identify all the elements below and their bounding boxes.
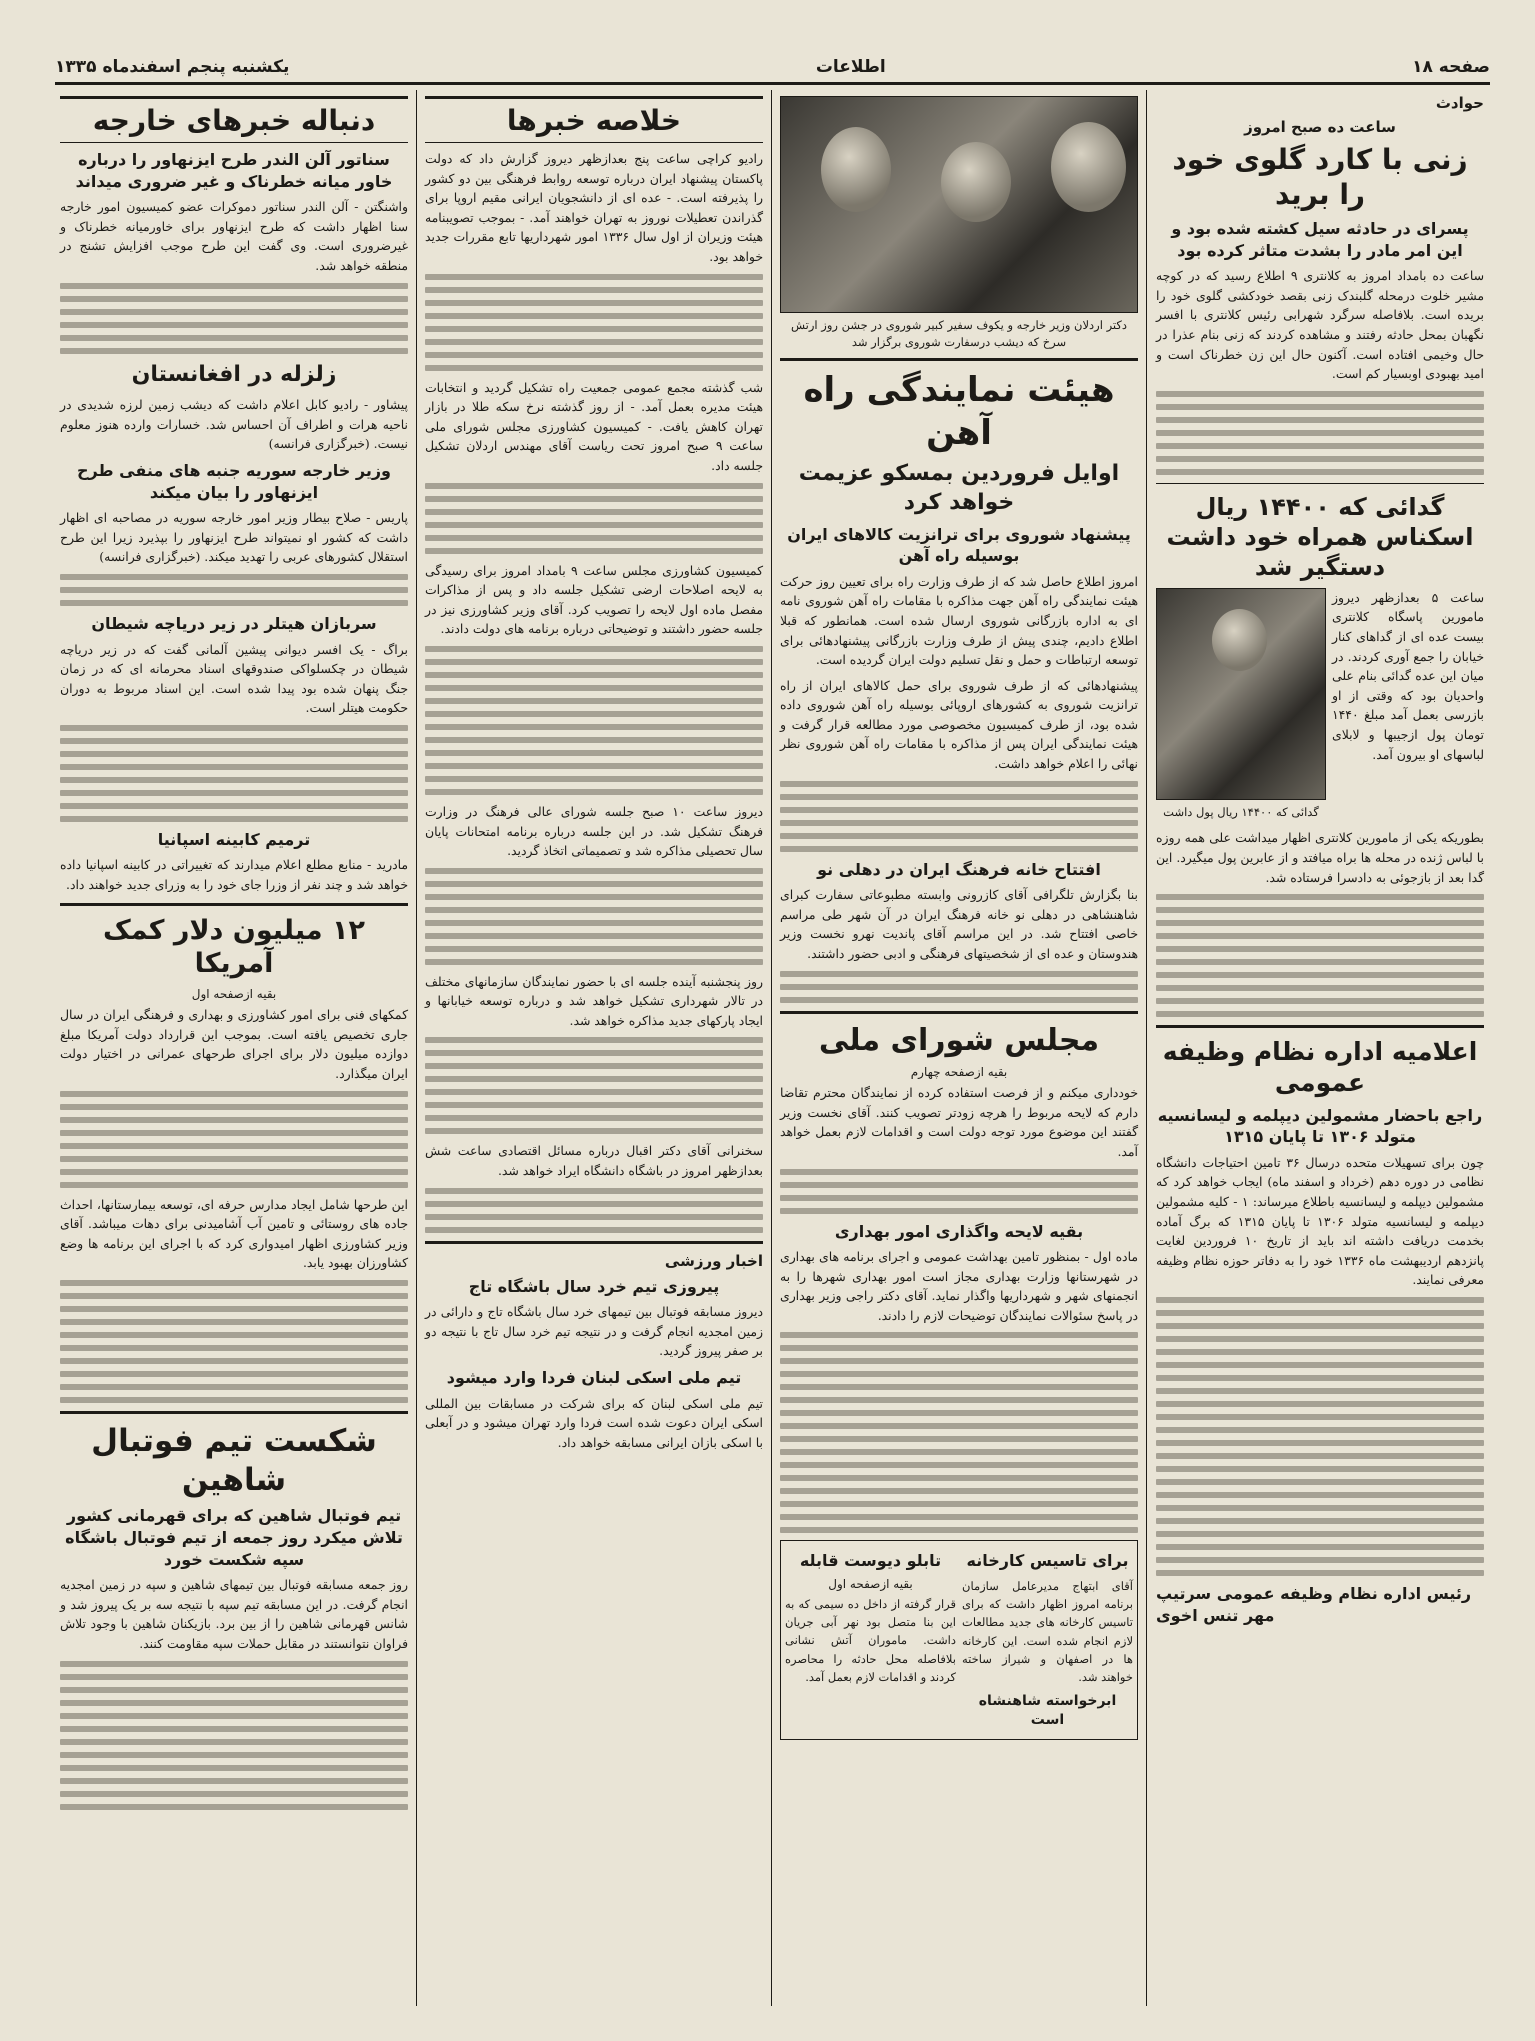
article-shahin-body: روز جمعه مسابقه فوتبال بین تیمهای شاهین و سپه در زمین امجدیه انجام گرفت. در این مسابقه تیم سپه با نتیجه سه بر یک پیروز شد و شانس قهرمانی شاهین را از بین برد. بازیکنان شاهین با وجود تلاش فراوان نتوانستند در مقابل حملات سپه مقاومت کنند. (60, 1577, 408, 1651)
article-hitler-lake-body: براگ - یک افسر دیوانی پیشین آلمانی گفت که در زیر دریاچه شیطان در چکسلواکی صندوقهای اسناد محرمانه ای که در زمان جنگ پنهان شده بود پیدا شده است. این اسناد مربوط به دوران حکومت هیتلر است. (60, 641, 408, 716)
beggar-photo (1156, 588, 1326, 800)
subhead-syria: وزیر خارجه سوریه جنبه های منفی طرح ایزنهاور را بیان میکند (77, 460, 391, 502)
article-culture-house-body: بنا بگزارش تلگرافی آقای کازرونی وابسته مطبوعاتی سفارت کبرای شاهنشاهی در دهلی نو خانه فرهنگ ایران در آن شهر طی مراسم خاصی افتتاح شد. در این مراسم آقای پاندیت نهرو نخست وزیر هندوستان و عده ای از شخصیتهای فرهنگی و ادبی حضور داشتند. (780, 887, 1138, 962)
ministers-photo-caption: دکتر اردلان وزیر خارجه و یکوف سفیر کبیر شوروی در جشن روز ارتش سرخ که دیشب درسفارت شوروی برگزار شد (791, 318, 1127, 349)
article-tableau-body: قرار گرفته از داخل ده سیمی که به این بنا متصل بود نهر آبی جریان داشت. ماموران آتش نشانی بلافاصله محل حادثه را محاصره کردند و اقدامات لازم بعمل آمد. (785, 1597, 956, 1684)
headline-notice: اعلامیه اداره نظام وظیفه عمومی (1162, 1037, 1478, 1098)
deck-notice: راجع باحضار مشمولین دیپلمه و لیسانسیه متولد ۱۳۰۶ تا پایان ۱۳۱۵ (1157, 1105, 1483, 1147)
subhead-hitler-lake: سربازان هیتلر در زیر دریاچه شیطان (91, 613, 377, 633)
headline-knife: زنی با کارد گلوی خود را برید (1172, 143, 1468, 211)
headline-news-summary: خلاصه خبرها (425, 96, 763, 143)
summary-body-1: رادیو کراچی ساعت پنج بعدازظهر دیروز گزارش داد که دولت پاکستان پیشنهاد ایران درباره توسعه روابط فرهنگی بین دو کشور را پذیرفته است. - عده ای از دانشجویان ایرانی مقیم اروپا برای گذراندن تعطیلات نوروز به تهران خواهند آمد. - بموجب تصویبنامه هیئت وزیران از اول سال ۱۳۳۶ امور شهرداریها تابع مقررات جدید خواهد بود. (425, 151, 763, 264)
article-taj-body: دیروز مسابقه فوتبال بین تیمهای خرد سال باشگاه تاج و دارائی در زمین امجدیه انجام گرفت و در نتیجه تیم خرد سال تاج با نتیجه دو بر صفر پیروز گردید. (425, 1304, 763, 1359)
issue-date: یکشنبه پنجم اسفندماه ۱۳۳۵ (55, 57, 290, 77)
summary-body-6: سخنرانی آقای دکتر اقبال درباره مسائل اقتصادی ساعت شش بعدازظهر امروز در باشگاه دانشگاه ایراد خواهد شد. (425, 1143, 763, 1179)
notice-signature: رئیس اداره نظام وظیفه عمومی سرتیپ مهر تنس اخوی (1156, 1584, 1472, 1625)
headline-foreign-news: دنباله خبرهای خارجه (60, 96, 408, 143)
column-summary (419, 90, 769, 2006)
headline-afghanistan-quake: زلزله در افغانستان (131, 361, 337, 387)
section-label: حوادث (1435, 94, 1484, 112)
headline-taj: پیروزی تیم خرد سال باشگاه تاج (468, 1276, 720, 1296)
headline-us-aid: ۱۲ میلیون دلار کمک آمریکا (103, 914, 365, 980)
headline-shah: ابرخواسته شاهنشاه است (978, 1693, 1117, 1728)
summary-body-3: کمیسیون کشاورزی مجلس ساعت ۹ بامداد امروز برای رسیدگی به لایحه اصلاحات ارضی تشکیل جلسه داد و پس از مذاکرات مفصل ماده اول لایحه را تصویب کرد. آقای وزیر کشاورزی نیز در جلسه حضور داشتند و توضیحاتی درباره برنامه های دولت دادند. (425, 562, 763, 637)
column-rule (1146, 90, 1147, 2006)
continued-note: بقیه ازصفحه چهارم (910, 1065, 1008, 1080)
notice-body: چون برای تسهیلات متحده درسال ۳۶ تامین احتیاجات دانشگاه نظامی در دوره دهم (خرداد و اسفند ماه) ایجاب خواهد کرد که مشمولین دیپلمه و لیسانسیه باطلاع میرساند: ۱ - کلیه مشمولین دیپلمه و لیسانسیه متولد ۱۳۰۶ تا پایان ۱۳۱۵ که برگ آماده بخدمت دریافت داشته اند باید از تاریخ ۱۰ فروردین لغایت پانزدهم اردیبهشت ماه ۱۳۳۶ خود را به دفاتر حوزه نظام وظیفه معرفی نمایند. (1156, 1154, 1485, 1288)
beggar-photo-caption: گدائی که ۱۴۴۰۰ ریال پول داشت (1163, 804, 1319, 819)
column-rule (416, 90, 417, 2006)
headline-culture-house: افتتاح خانه فرهنگ ایران در دهلی نو (817, 859, 1101, 879)
article-beggar-body: ساعت ۵ بعدازظهر دیروز مامورین پاسگاه کلانتری بیست عده ای از گداهای کنار خیابان را جمع آوری کردند. در میان این عده گدائی بنام علی واحدیان بود که وقتی از او بازرسی بعمل آمد مبلغ ۱۴۴۰ تومان پول ازجیبها و لابلای لباسهای او بیرون آمد. (1332, 589, 1484, 762)
masthead (55, 52, 1490, 85)
headline-tableau: تابلو دیوست قابله (799, 1551, 942, 1571)
article-spain-body: مادرید - منابع مطلع اعلام میدارند که تغییراتی در کابینه اسپانیا داده خواهد شد و چند نفر از وزرا جای خود را به وزرای جدید خواهند داد. (60, 857, 408, 893)
article-syria-body: پاریس - صلاح بیطار وزیر امور خارجه سوریه در مصاحبه ای اظهار داشت که کشور او نمیتواند طرح ایزنهاور را بپذیرد زیرا این طرح استقلال کشورهای عربی را تهدید میکند. (خبرگزاری فرانسه) (60, 510, 408, 565)
article-us-aid-body: کمکهای فنی برای امور کشاورزی و بهداری و فرهنگی ایران در سال جاری تخصیص یافته است. بموجب این قرارداد دولت آمریکا مبلغ دوازده میلیون دلار برای اجرای طرحهای عمرانی در اختیار دولت ایران میگذارد. (60, 1007, 408, 1081)
article-beggar-body-2: بطوریکه یکی از مامورین کلانتری اظهار میداشت علی همه روزه با لباس ژنده در محله ها براه میافتد و از عابرین پول میگیرد. این گدا بعد از بازجوئی به دادسرا فرستاده شد. (1156, 830, 1484, 885)
summary-body-2: شب گذشته مجمع عمومی جمعیت راه تشکیل گردید و انتخابات هیئت مدیره بعمل آمد. - از روز گذشته نرخ سکه طلا در بازار تهران کاهش یافت. - کمیسیون کشاورزی مجلس شورای ملی ساعت ۹ صبح امروز تحت ریاست آقای مهندس اردلان تشکیل جلسه داد. (425, 379, 764, 473)
headline-shahin-defeat: شکست تیم فوتبال شاهین (91, 1422, 377, 1498)
article-knife-body: ساعت ده بامداد امروز به کلانتری ۹ اطلاع رسید که در کوچه مشیر خلوت درمحله گلبندک زنی بقصد خودکشی گلوی خود را بریده است. بلافاصله سرگرد شهرابی رئیس کلانتری با افسر نگهبان بمحل حادثه رفتند و مشاهده کردند که زنی بنام عذرا در حال وخیمی افتاده است. آکنون حال این زن خطرناک است و امید بهبودی اوبسیار کم است. (1156, 268, 1484, 382)
headline-factory: برای تاسیس کارخانه (966, 1551, 1129, 1571)
article-us-aid-body-2: این طرحها شامل ایجاد مدارس حرفه ای، توسعه بیمارستانها، احداث جاده های روستائی و تامین آب آشامیدنی برای دهات میباشد. آقای وزیر کشاورزی اظهار امیدواری کرد که با اجرای این برنامه ها وضع کشاورزان بهبود یابد. (60, 1196, 408, 1271)
column-railway (774, 90, 1144, 2006)
deck-railway: اوایل فروردین بمسکو عزیمت خواهد کرد (798, 461, 1120, 515)
subdeck-railway: پیشنهاد شوروی برای ترانزیت کالاهای ایران بوسیله راه آهن (787, 524, 1131, 566)
kicker: ساعت ده صبح امروز (1244, 118, 1396, 136)
article-railway-body: امروز اطلاع حاصل شد که از طرف وزارت راه برای تعیین روز حرکت هیئت نمایندگی راه آهن جهت مذاکره با مقامات راه آهن شوروی نامه ای به اداره بازرگانی شوروی ارسال شده است. همانطور که قبلا اطلاع دادیم، چندی پیش از طرف وزارت بازرگانی پیشنهادهائی برای توسعه ارتباطات و حمل و نقل تسلیم دولت ایران گردیده است. (780, 573, 1138, 668)
article-senator-body: واشنگتن - آلن الندر سناتور دموکرات عضو کمیسیون امور خارجه سنا اظهار داشت که طرح ایزنهاور برای خاورمیانه خطرناک و غیرضروری است. وی گفت این طرح موجب افزایش تشنج در منطقه خواهد شد. (60, 199, 408, 273)
headline-parliament: مجلس شورای ملی (818, 1022, 1100, 1058)
page-number: صفحه ۱۸ (1412, 57, 1490, 77)
continued-note-3: بقیه ازصفحه اول (191, 987, 277, 1002)
subhead-health: بقیه لایحه واگذاری امور بهداری (834, 1221, 1084, 1241)
headline-railway: هیئت نمایندگی راه آهن (803, 370, 1115, 453)
article-factory-body: آقای ابتهاج مدیرعامل سازمان برنامه امروز اظهار داشت که برای تاسیس کارخانه های جدید مطالعات لازم انجام شده است. این کارخانه ها در اصفهان و شیراز ساخته خواهند شد. (962, 1579, 1133, 1684)
headline-beggar: گدائی که ۱۴۴۰۰ ریال اسکناس همراه خود داشت دستگیر شد (1166, 492, 1474, 581)
deck-shahin-defeat: تیم فوتبال شاهین که برای قهرمانی کشور تلاش میکرد روز جمعه از تیم فوتبال باشگاه سپه شکست خورد (65, 1506, 403, 1569)
summary-body-4: دیروز ساعت ۱۰ صبح جلسه شورای عالی فرهنگ در وزارت فرهنگ تشکیل شد. در این جلسه درباره برنامه امتحانات پایان سال تحصیلی مذاکره شد و تصمیماتی اتخاذ گردید. (425, 803, 763, 859)
deck-knife: پسرای در حادثه سیل کشته شده بود و این امر مادر را بشدت متاثر کرده بود (1171, 219, 1469, 260)
deck-senator: سناتور آلن الندر طرح ایزنهاور را درباره خاور میانه خطرناک و غیر ضروری میداند (75, 150, 393, 191)
headline-spain-cabinet: ترمیم کابینه اسپانیا (157, 829, 311, 849)
sports-label: اخبار ورزشی (664, 1251, 763, 1270)
headline-lebanon-ski: تیم ملی اسکی لبنان فردا وارد میشود (446, 1368, 742, 1388)
article-parliament-body: خودداری میکنم و از فرصت استفاده کرده از نمایندگان محترم تقاضا دارم که لایحه مربوط را هرچه زودتر تصویب کنند. آقای نخست وزیر گفتند این موضوع مورد توجه دولت است و اقدامات لازم بعمل خواهد آمد. (780, 1085, 1138, 1159)
column-rule (771, 90, 772, 2006)
column-events (1150, 90, 1490, 2006)
paper-name: اطلاعات (815, 57, 886, 77)
article-railway-body-2: پیشنهادهائی که از طرف شوروی برای حمل کالاهای ایران از راه ترانزیت شوروی به کشورهای اروپائی بوسیله راه آهن شوروی داده شده بود، از طرف کمیسیون مخصوصی مورد مطالعه قرار گرفت و هیئت نمایندگی ایران پس از مذاکره با مقامات راه آهن شوروی نظر نهائی را اعلام خواهد داشت. (780, 677, 1138, 772)
article-health-body: ماده اول - بمنظور تامین بهداشت عمومی و اجرای برنامه های بهداری در شهرستانها وزارت بهداری مجاز است امور بهداری شهرها را به انجمنهای شهر و شهرداریها واگذار نماید. آقای دکتر راجی وزیر بهداری در پاسخ سئوالات نمایندگان توضیحات لازم را دادند. (780, 1249, 1138, 1323)
ministers-photo (780, 96, 1138, 313)
bottom-briefs (780, 1540, 1138, 1739)
continued-note-2: بقیه ازصفحه اول (828, 1577, 913, 1592)
article-quake-body: پیشاور - رادیو کابل اعلام داشت که دیشب زمین لرزه شدیدی در ناحیه هرات و اطراف آن احساس شد. خسارات وارده هنوز معلوم نیست. (خبرگزاری فرانسه) (60, 397, 408, 452)
summary-body-5: روز پنجشنبه آینده جلسه ای با حضور نمایندگان سازمانهای مختلف در تالار شهرداری تشکیل خواهد شد و درباره توسعه خیابانها و ایجاد پارکهای جدید مذاکره خواهد شد. (425, 973, 763, 1028)
article-lebanon-ski-body: تیم ملی اسکی لبنان که برای شرکت در مسابقات بین المللی اسکی ایران دعوت شده است فردا وارد تهران میشود و در آبعلی با اسکی بازان ایرانی مسابقه خواهد داد. (425, 1395, 763, 1450)
column-foreign (54, 90, 414, 2006)
